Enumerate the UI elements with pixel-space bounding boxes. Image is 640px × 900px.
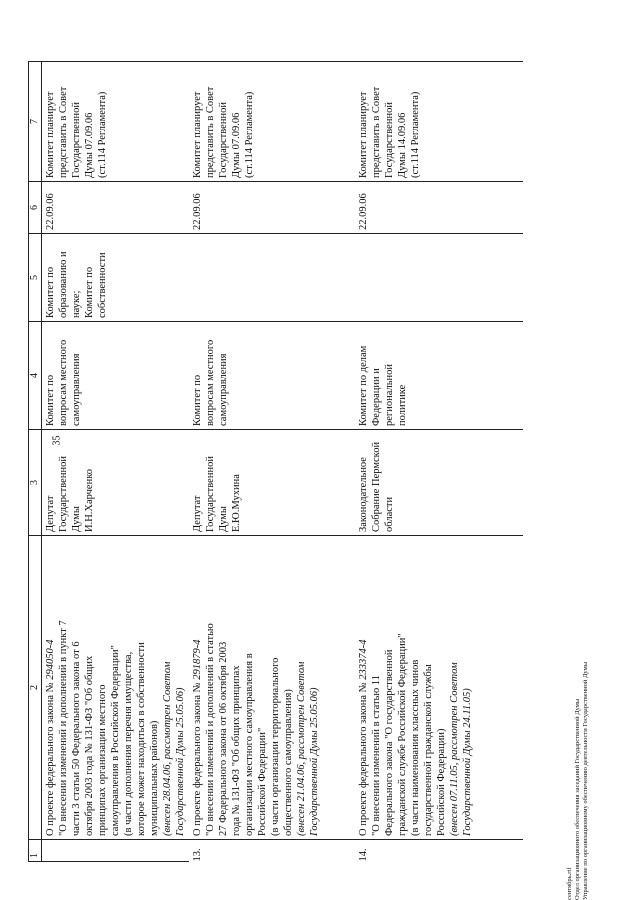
bills-table bbox=[28, 61, 523, 862]
plan-line: (ст.114 Регламента) bbox=[410, 91, 421, 178]
bill-line-prefix: О проекте федерального закона № bbox=[192, 679, 203, 836]
row-number: 14. bbox=[358, 848, 369, 862]
footer-directorate: Управление по организационному обеспечению деятельности Государственной Думы bbox=[582, 661, 589, 900]
header-cell-2: 2 bbox=[29, 536, 42, 840]
bill-line: Государственной Думы 25.05.06) bbox=[175, 687, 186, 836]
header-cell-4: 4 bbox=[29, 322, 42, 430]
bill-line: самоуправления в Российской Федерации" bbox=[110, 645, 121, 836]
bill-line: общественного самоуправления) bbox=[283, 689, 294, 836]
bill-line: (в части дополнения перечня имущества, bbox=[123, 651, 134, 836]
bill-line: гражданской службе Российской Федерации" bbox=[397, 633, 408, 836]
plan-line: Комитет планирует bbox=[192, 91, 203, 178]
plan-line: Думы 07.09.06 bbox=[231, 112, 242, 178]
co_committee-line: Комитет по bbox=[84, 266, 95, 318]
bill-line: Федерального закона "О государственной bbox=[384, 649, 395, 836]
bill-line: "О внесении изменений и дополнений в статью bbox=[205, 623, 216, 836]
committee-line: Федерации и bbox=[371, 368, 382, 426]
co-executor-committee bbox=[189, 234, 355, 322]
plan-line: представить в Совет bbox=[371, 86, 382, 178]
review-date: 22.09.06 bbox=[189, 182, 355, 234]
bill-line bbox=[44, 539, 57, 836]
row-number bbox=[42, 840, 190, 862]
bill-number: 291879-4 bbox=[192, 639, 203, 680]
bill-line: муниципальных районов) bbox=[149, 720, 160, 836]
header-cell-5: 5 bbox=[29, 234, 42, 322]
plan-note bbox=[42, 62, 190, 182]
bill-number: 233374-4 bbox=[358, 639, 369, 680]
co_committee-line: Комитет по bbox=[45, 266, 56, 318]
initiator-line: Собрание Пермской bbox=[371, 441, 382, 532]
initiator-line: Законодательное bbox=[358, 457, 369, 532]
bill-line bbox=[191, 539, 204, 836]
initiator-line: Думы bbox=[218, 506, 229, 532]
initiator-line: Думы bbox=[71, 506, 82, 532]
committee-line: самоуправления bbox=[71, 353, 82, 426]
plan-line: Комитет планирует bbox=[45, 91, 56, 178]
plan-line: представить в Совет bbox=[205, 86, 216, 178]
bill-line: 27 Федерального закона от 06 октября 2003 bbox=[218, 641, 229, 836]
bill-line: организации местного самоуправления в bbox=[244, 653, 255, 836]
bill-line: Российской Федерации) bbox=[436, 728, 447, 836]
initiator bbox=[189, 430, 355, 536]
committee-line: Комитет по bbox=[192, 374, 203, 426]
plan-line: Государственной bbox=[218, 102, 229, 178]
bill-line: Государственной Думы 24.11.05) bbox=[462, 688, 473, 836]
co-executor-committee bbox=[42, 234, 190, 322]
bill-line: Российской Федерации" bbox=[257, 727, 268, 836]
initiator bbox=[355, 430, 523, 536]
document-footer bbox=[566, 662, 590, 900]
committee-line: вопросам местного bbox=[58, 339, 69, 426]
plan-line: Думы 14.09.06 bbox=[397, 112, 408, 178]
responsible-committee bbox=[189, 322, 355, 430]
bill-description bbox=[355, 536, 523, 840]
review-date: 22.09.06 bbox=[42, 182, 190, 234]
bill-line-prefix: О проекте федерального закона № bbox=[358, 679, 369, 836]
bill-line: принципах организации местного bbox=[97, 684, 108, 836]
plan-line: Государственной bbox=[384, 102, 395, 178]
bill-line: которое может находиться в собственности bbox=[136, 642, 147, 836]
plan-line: (ст.114 Регламента) bbox=[97, 91, 108, 178]
committee-line: самоуправления bbox=[218, 353, 229, 426]
initiator-line: Е.Ю.Мухина bbox=[231, 474, 242, 532]
table-header-row bbox=[29, 62, 42, 862]
header-cell-3: 3 bbox=[29, 430, 42, 536]
header-cell-7: 7 bbox=[29, 62, 42, 182]
responsible-committee bbox=[42, 322, 190, 430]
bill-line bbox=[357, 539, 370, 836]
co_committee-line: собственности bbox=[97, 252, 108, 318]
committee-line: Комитет по bbox=[45, 374, 56, 426]
initiator-line: Государственной bbox=[205, 456, 216, 532]
bill-line: (в части организации территориального bbox=[270, 657, 281, 836]
plan-note bbox=[355, 62, 523, 182]
bill-number: 294050-4 bbox=[45, 639, 56, 680]
header-cell-1: 1 bbox=[29, 840, 42, 862]
plan-note bbox=[189, 62, 355, 182]
bill-line: "О внесении изменений и дополнений в пункт 7 bbox=[58, 620, 69, 836]
plan-line: Думы 07.09.06 bbox=[84, 112, 95, 178]
bill-line: "О внесении изменений в статью 11 bbox=[371, 675, 382, 836]
row-number: 13. bbox=[192, 848, 203, 862]
plan-line: представить в Совет bbox=[58, 86, 69, 178]
committee-line: региональной bbox=[384, 364, 395, 426]
bill-description bbox=[189, 536, 355, 840]
co-executor-committee bbox=[355, 234, 523, 322]
committee-line: Комитет по делам bbox=[358, 345, 369, 426]
bill-description bbox=[42, 536, 190, 840]
bill-line: части 3 статьи 50 Федерального закона от 6 bbox=[71, 641, 82, 836]
table-row bbox=[42, 62, 190, 862]
co_committee-line: образованию и bbox=[58, 251, 69, 318]
bill-line-prefix: О проекте федерального закона № bbox=[45, 679, 56, 836]
initiator-line: Государственной bbox=[58, 456, 69, 532]
plan-line: (ст.114 Регламента) bbox=[244, 91, 255, 178]
review-date: 22.09.06 bbox=[355, 182, 523, 234]
bill-line: года № 131-ФЗ "Об общих принципах bbox=[231, 665, 242, 836]
bill-line: (внесен 21.04.06, рассмотрен Советом bbox=[296, 661, 307, 836]
bill-line: (внесен 28.04.06, рассмотрен Советом bbox=[162, 661, 173, 836]
initiator-line: И.Н.Харченко bbox=[84, 468, 95, 532]
initiator-line: Депутат bbox=[45, 495, 56, 532]
bill-line: государственной гражданской службы bbox=[423, 664, 434, 836]
bill-line: Государственной Думы 25.05.06) bbox=[309, 687, 320, 836]
bill-line: (в части наименования классных чинов bbox=[410, 659, 421, 836]
committee-line: политике bbox=[397, 384, 408, 426]
header-cell-6: 6 bbox=[29, 182, 42, 234]
co_committee-line: науке; bbox=[71, 290, 82, 318]
footer-filename: сентябрь.rtf bbox=[566, 867, 573, 900]
page-number: 35 bbox=[51, 435, 63, 446]
table-row bbox=[355, 62, 523, 862]
bill-line: октября 2003 года № 131-ФЗ "Об общих bbox=[84, 655, 95, 836]
initiator bbox=[42, 430, 190, 536]
bill-line: (внесен 07.11.05, рассмотрен Советом bbox=[449, 662, 460, 836]
initiator-line: Депутат bbox=[192, 495, 203, 532]
table-row bbox=[189, 62, 355, 862]
plan-line: Государственной bbox=[71, 102, 82, 178]
plan-line: Комитет планирует bbox=[358, 91, 369, 178]
footer-department: Отдел организационного обеспечения заседаний Государственной Думы bbox=[574, 698, 581, 900]
initiator-line: области bbox=[384, 496, 395, 532]
responsible-committee bbox=[355, 322, 523, 430]
committee-line: вопросам местного bbox=[205, 339, 216, 426]
